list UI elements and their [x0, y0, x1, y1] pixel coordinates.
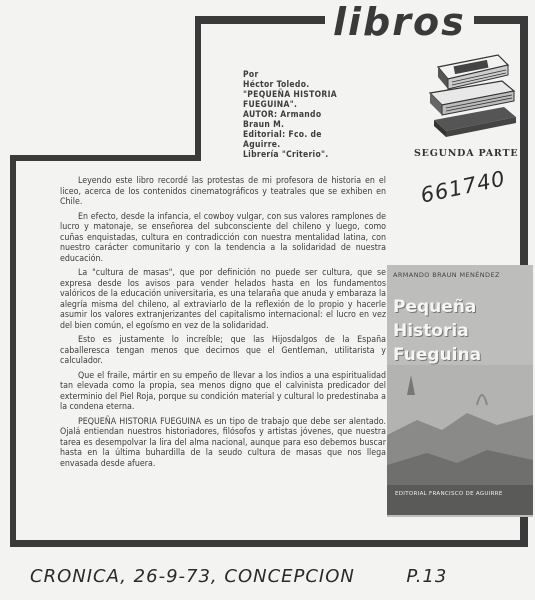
- byline-line: Héctor Toledo.: [243, 80, 310, 90]
- byline-line: Braun M.: [243, 120, 285, 130]
- byline-block: [243, 70, 403, 160]
- source-text: CRONICA, 26-9-73, CONCEPCION: [30, 566, 355, 587]
- byline-line: Librería "Criterio".: [243, 150, 329, 160]
- cover-title-line: Fueguina: [393, 345, 482, 365]
- article-paragraph: Leyendo este libro recordé las protestas de mi profesora de historia en el liceo, acerca de los contenidos cinematográficos y teatrales que se exhiben en Chile.: [60, 176, 386, 207]
- book-cover-image: [387, 265, 533, 517]
- section-label: SEGUNDA PARTE: [414, 148, 519, 159]
- byline-line: FUEGUINA".: [243, 100, 298, 110]
- frame-border-bottom: [10, 540, 528, 547]
- cover-author: ARMANDO BRAUN MENÉNDEZ: [393, 271, 500, 279]
- cover-publisher: EDITORIAL FRANCISCO DE AGUIRRE: [395, 491, 503, 497]
- frame-border-left: [10, 155, 16, 547]
- page-number: P.13: [406, 566, 448, 587]
- frame-border-middle: [10, 155, 201, 161]
- byline-line: "PEQUEÑA HISTORIA: [243, 90, 337, 100]
- article-paragraph: PEQUEÑA HISTORIA FUEGUINA es un tipo de trabajo que debe ser alentado. Ojalá entiendan nuestros historiadores, filósofos y artistas jóvenes, que nuestra tarea es desempolvar la lira del alma nacional, aunque para eso debemos buscar hasta en la última buhardilla de la seudo cultura de masas que nos llega envasada desde afuera.: [60, 416, 386, 469]
- byline-line: Por: [243, 70, 259, 80]
- books-stack-icon: [424, 45, 520, 140]
- byline-line: AUTOR: Armando: [243, 110, 322, 120]
- handwritten-catalog-number: 661740: [418, 166, 508, 208]
- section-heading: libros: [325, 2, 474, 42]
- cover-title-line: Pequeña Historia: [393, 297, 477, 341]
- article-paragraph: Esto es justamente lo increíble; que las Hijosdalgos de la España caballeresca tengan menos que decirnos que el Gentleman, utilitarista y calculador.: [60, 335, 386, 366]
- frame-border-inner-left: [195, 16, 201, 156]
- cover-title: [393, 295, 533, 367]
- article-paragraph: En efecto, desde la infancia, el cowboy vulgar, con sus valores ramplones de lucro y matonaje, se enseñorea del subconsciente del chileno y luego, como cuñas enquistadas, cultura en contradicción con nuestra mentalidad latina, con nuestro carácter comunitario y con la tendencia a la solidaridad de nuestra educación.: [60, 211, 386, 264]
- article-paragraph: Que el fraile, mártir en su empeño de llevar a los indios a una espiritualidad tan elevada como la propia, sea menos digno que el calvinista predicador del exterminio del Piel Roja, porque su condición material y cultural lo predestinaba a la condena eterna.: [60, 370, 386, 412]
- byline-line: Editorial: Fco. de: [243, 130, 322, 140]
- handwritten-source-note: [30, 566, 520, 587]
- article-body: [60, 176, 386, 473]
- byline-line: Aguirre.: [243, 140, 281, 150]
- article-paragraph: La "cultura de masas", que por definición no puede ser cultura, que se expresa desde los avisos para vender helados hasta en los fundamentos valóricos de la educación universitaria, es una telaraña que anuda y embaraza la alegría misma del chileno, al extraviarlo de la reflexión de lo propio y hacerle asumir los valores extranjerizantes del capitalismo internacional: el lucro en vez del bien común, el egoísmo en vez de la solidaridad.: [60, 268, 386, 331]
